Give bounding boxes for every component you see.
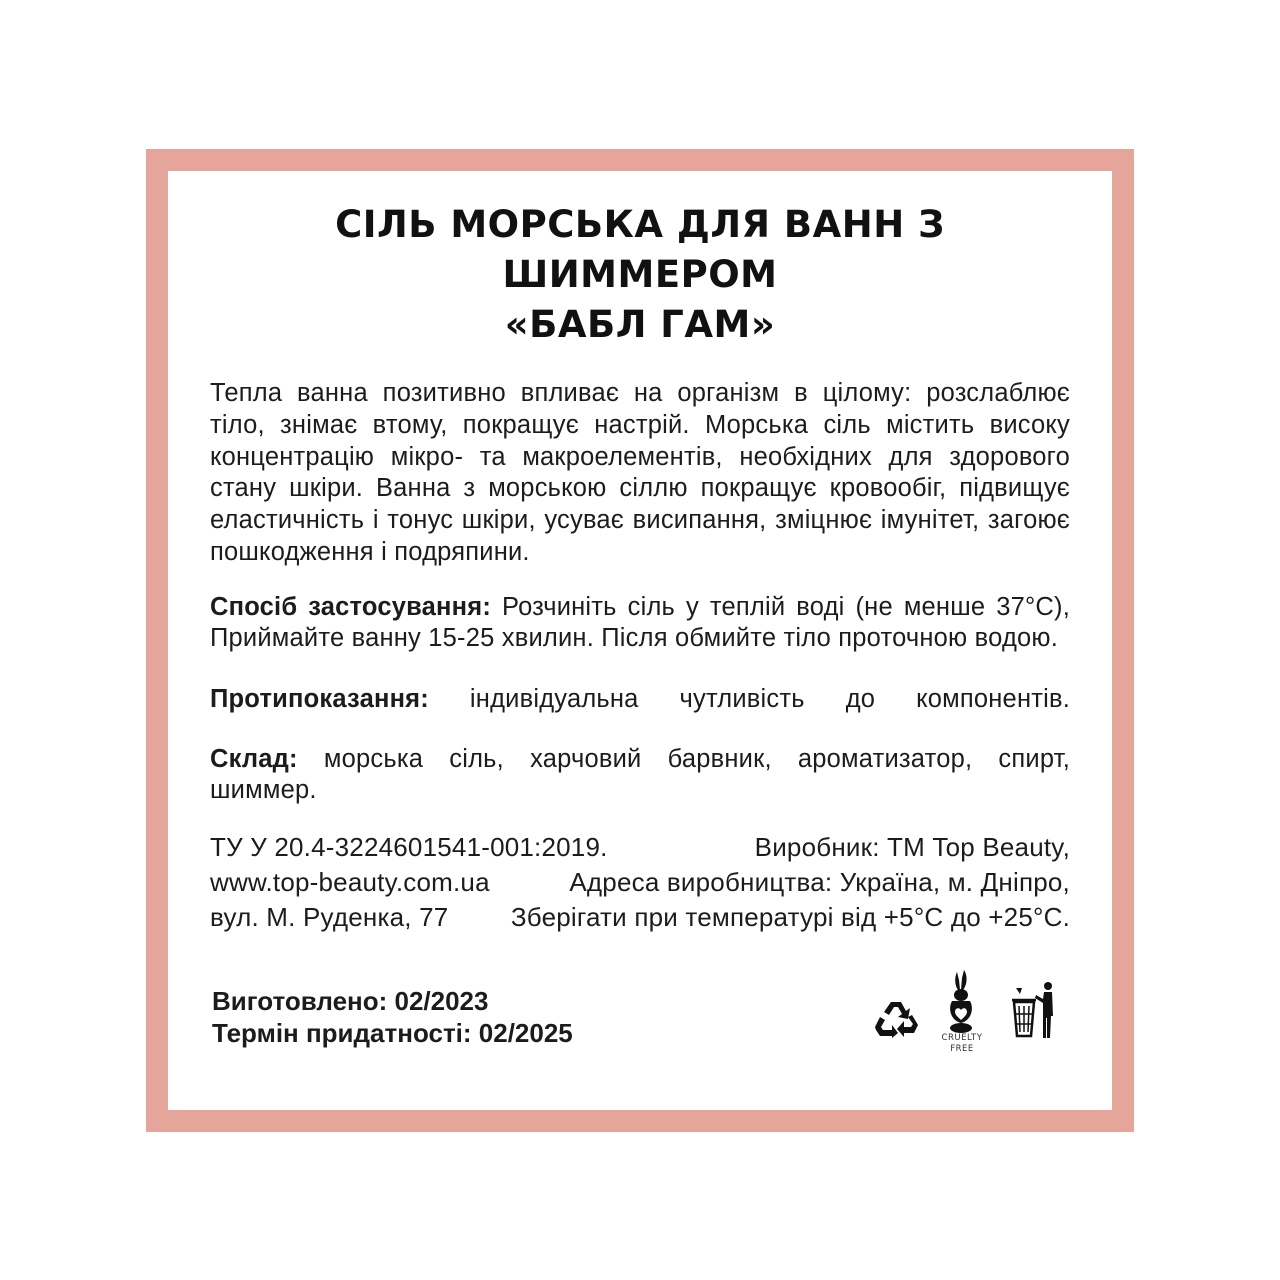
cruelty-free-text-1: CRUELTY	[941, 1033, 983, 1043]
product-title	[210, 200, 1070, 350]
product-title-line-1: СІЛЬ МОРСЬКА ДЛЯ ВАНН З ШИММЕРОМ	[335, 203, 945, 296]
storage-conditions: Зберігати при температурі від +5°С до +25°С.	[510, 902, 1070, 932]
legal-info	[210, 830, 1070, 935]
usage-text: Розчиніть сіль у теплій воді (не менше 37°С), Приймайте ванну 15-25 хвилин. Після обмийте тіло проточною водою.	[210, 593, 1070, 652]
dates-section	[212, 985, 573, 1049]
street-address: вул. М. Руденка, 77	[210, 902, 449, 932]
contraindications-label: Протипоказання:	[210, 685, 429, 713]
legal-row-3	[210, 900, 1070, 935]
standard-code: ТУ У 20.4-3224601541-001:2019.	[210, 832, 608, 862]
cruelty-free-bunny-icon	[930, 968, 994, 1058]
usage-section	[210, 592, 1070, 654]
composition-label: Склад:	[210, 745, 298, 773]
legal-row-1	[210, 830, 1070, 865]
expiry-date: Термін придатності: 02/2025	[212, 1018, 573, 1048]
legal-row-2	[210, 865, 1070, 900]
product-title-line-2: «БАБЛ ГАМ»	[504, 303, 776, 346]
manufacturer: Виробник: ТМ Top Beauty,	[754, 832, 1070, 862]
recycle-icon	[874, 998, 920, 1038]
usage-label: Спосіб застосування:	[210, 593, 492, 621]
cruelty-free-text-2: FREE	[950, 1044, 974, 1054]
contraindications-section	[210, 684, 1070, 715]
product-description: Тепла ванна позитивно впливає на організм в цілому: розслаблює тіло, знімає втому, покращує настрій. Морська сіль містить високу концентрацію мікро- та макроелементів, необхідних для здорового стану шкіри. Ванна з морською сіллю покращує кровообіг, підвищує еластичність і тонус шкіри, усуває висипання, зміцнює імунітет, загоює пошкодження і подряпини.	[210, 379, 1070, 566]
composition-text: морська сіль, харчовий барвник, ароматизатор, спирт, шиммер.	[210, 745, 1070, 804]
production-address: Адреса виробництва: Україна, м. Дніпро,	[569, 867, 1070, 897]
composition-section	[210, 744, 1070, 806]
contraindications-text: індивідуальна чутливість до компонентів.	[428, 685, 1070, 713]
certification-icons	[874, 968, 1074, 1058]
tidy-man-bin-icon	[1002, 978, 1062, 1048]
manufactured-date: Виготовлено: 02/2023	[212, 986, 489, 1016]
label-content	[210, 200, 1070, 1054]
website: www.top-beauty.com.ua	[210, 867, 490, 897]
